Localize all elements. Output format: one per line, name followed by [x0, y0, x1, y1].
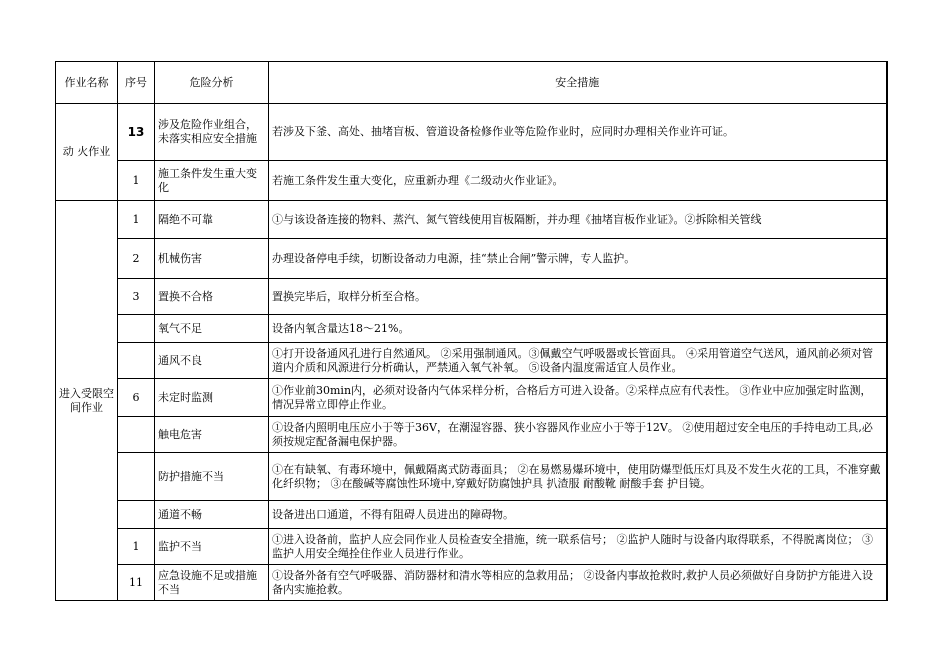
seq-cell	[118, 417, 155, 453]
table-row	[56, 501, 887, 529]
table-row	[56, 565, 887, 601]
hazard-cell: 置换不合格	[155, 279, 269, 315]
seq-cell: 1	[118, 161, 155, 201]
table-row	[56, 161, 887, 201]
measure-cell: ①在有缺氧、有毒环境中，佩戴隔离式防毒面具； ②在易燃易爆环境中，使用防爆型低压灯具及不发生火花的工具，不准穿戴化纤织物； ③在酸碱等腐蚀性环境中,穿戴好防腐蚀护具 扒渣服 耐酸靴 耐酸手套 护目镜。	[269, 453, 887, 501]
table-row	[56, 529, 887, 565]
table-row	[56, 379, 887, 417]
seq-cell	[118, 315, 155, 343]
measure-cell: ①与该设备连接的物料、蒸汽、氮气管线使用盲板隔断，并办理《抽堵盲板作业证》。②拆除相关管线	[269, 201, 887, 239]
table-row	[56, 104, 887, 161]
seq-cell: 1	[118, 529, 155, 565]
table-row	[56, 417, 887, 453]
seq-cell: 6	[118, 379, 155, 417]
header-hazard: 危险分析	[155, 62, 269, 104]
measure-cell: ①作业前30min内，必须对设备内气体采样分析，合格后方可进入设备。②采样点应有代表性。 ③作业中应加强定时监测，情况异常立即停止作业。	[269, 379, 887, 417]
hazard-cell: 监护不当	[155, 529, 269, 565]
seq-cell: 3	[118, 279, 155, 315]
seq-cell: 2	[118, 239, 155, 279]
hazard-cell: 施工条件发生重大变化	[155, 161, 269, 201]
measure-cell: 若施工条件发生重大变化，应重新办理《二级动火作业证》。	[269, 161, 887, 201]
seq-cell	[118, 343, 155, 379]
seq-cell: 1	[118, 201, 155, 239]
measure-cell: ①进入设备前，监护人应会同作业人员检查安全措施，统一联系信号； ②监护人随时与设备内取得联系，不得脱离岗位； ③监护人用安全绳拴住作业人员进行作业。	[269, 529, 887, 565]
hazard-cell: 未定时监测	[155, 379, 269, 417]
table-row	[56, 315, 887, 343]
hazard-cell: 触电危害	[155, 417, 269, 453]
measure-cell: ①打开设备通风孔进行自然通风。 ②采用强制通风。③佩戴空气呼吸器或长管面具。 ④采用管道空气送风，通风前必须对管道内介质和风源进行分析确认，严禁通入氧气补氧。 ⑤设备内温度需适宜人员作业。	[269, 343, 887, 379]
table-row	[56, 239, 887, 279]
measure-cell: ①设备外备有空气呼吸器、消防器材和清水等相应的急救用品； ②设备内事故抢救时,救护人员必须做好自身防护方能进入设备内实施抢救。	[269, 565, 887, 601]
hazard-cell: 涉及危险作业组合，未落实相应安全措施	[155, 104, 269, 161]
seq-cell: 11	[118, 565, 155, 601]
measure-cell: 设备进出口通道，不得有阻碍人员进出的障碍物。	[269, 501, 887, 529]
table-row	[56, 343, 887, 379]
job-name-cell: 动 火作业	[56, 104, 118, 201]
job-name-cell: 进入受限空间作业	[56, 201, 118, 601]
hazard-cell: 通风不良	[155, 343, 269, 379]
hazard-cell: 隔绝不可靠	[155, 201, 269, 239]
table-row	[56, 279, 887, 315]
seq-cell	[118, 453, 155, 501]
seq-cell	[118, 501, 155, 529]
hazard-cell: 机械伤害	[155, 239, 269, 279]
table-header-row	[56, 62, 887, 104]
measure-cell: ①设备内照明电压应小于等于36V，在潮湿容器、狭小容器风作业应小于等于12V。 ②使用超过安全电压的手持电动工具,必须按规定配备漏电保护器。	[269, 417, 887, 453]
hazard-cell: 应急设施不足或措施不当	[155, 565, 269, 601]
table-row	[56, 201, 887, 239]
measure-cell: 办理设备停电手续，切断设备动力电源，挂“禁止合闸”警示牌，专人监护。	[269, 239, 887, 279]
hazard-cell: 氧气不足	[155, 315, 269, 343]
measure-cell: 置换完毕后，取样分析至合格。	[269, 279, 887, 315]
hazard-cell: 防护措施不当	[155, 453, 269, 501]
table-row	[56, 453, 887, 501]
measure-cell: 设备内氧含量达18～21%。	[269, 315, 887, 343]
safety-measures-table	[55, 61, 888, 601]
hazard-cell: 通道不畅	[155, 501, 269, 529]
header-measures: 安全措施	[269, 62, 887, 104]
seq-cell: 13	[118, 104, 155, 161]
header-job-name: 作业名称	[56, 62, 118, 104]
header-seq: 序号	[118, 62, 155, 104]
measure-cell: 若涉及下釜、高处、抽堵盲板、管道设备检修作业等危险作业时，应同时办理相关作业许可证。	[269, 104, 887, 161]
